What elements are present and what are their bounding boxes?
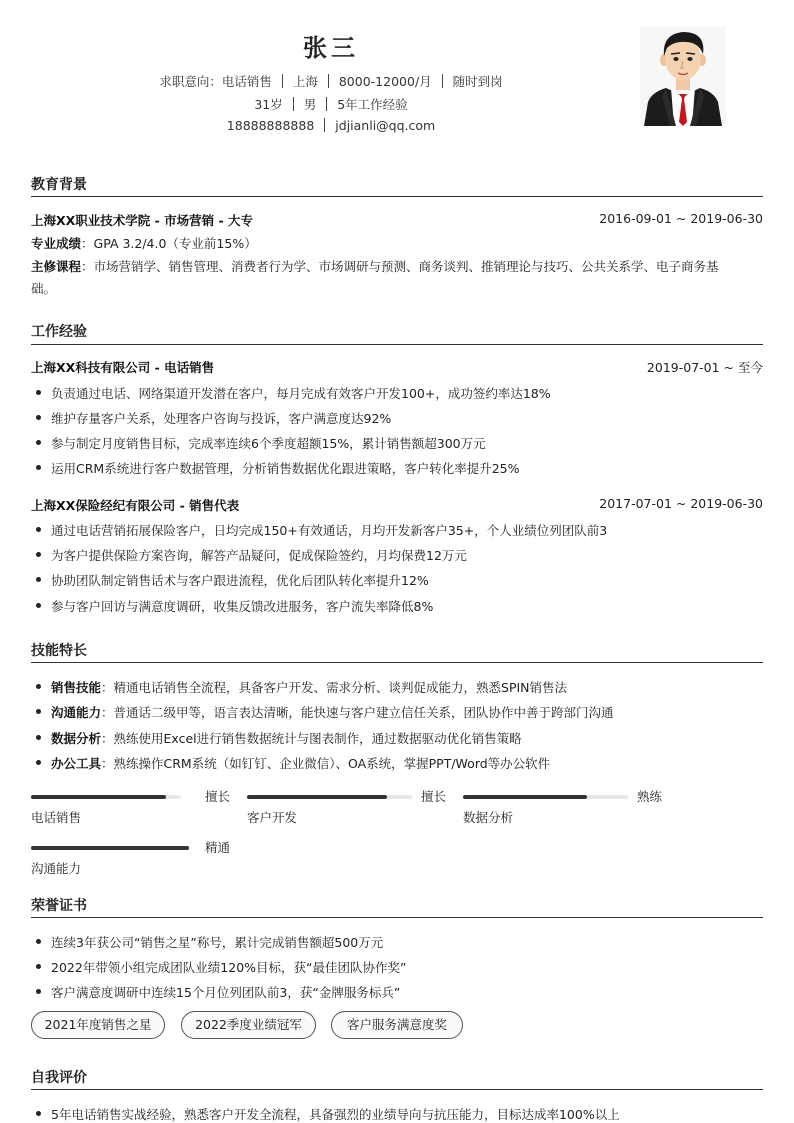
job-entry [31, 496, 763, 514]
skill-bar-track [31, 795, 181, 799]
skill-bar-fill [31, 846, 189, 850]
list-item: 参与制定月度销售目标，完成率连续6个季度超额15%，累计销售额超300万元 [31, 434, 763, 452]
intent-label: 求职意向： [159, 74, 222, 89]
list-item: 协助团队制定销售话术与客户跟进流程，优化后团队转化率提升12% [31, 571, 763, 589]
section-divider [31, 917, 763, 918]
honor-tag: 客户服务满意度奖 [331, 1011, 463, 1039]
honor-tag: 2021年度销售之星 [31, 1011, 165, 1039]
skill-bar-track [31, 846, 189, 850]
list-item: 参与客户回访与满意度调研，收集反馈改进服务，客户流失率降低8% [31, 597, 763, 615]
education-period: 2016-09-01 ~ 2019-06-30 [599, 211, 763, 226]
section-title-education: 教育背景 [31, 177, 87, 193]
courses-label: 主修课程 [31, 259, 82, 274]
list-item: 为客户提供保险方案咨询，解答产品疑问，促成保险签约，月均保费12万元 [31, 546, 763, 564]
list-item: 负责通过电话、网络渠道开发潜在客户，每月完成有效客户开发100+，成功签约率达18% [31, 384, 763, 402]
section-divider [31, 344, 763, 345]
phone: 18888888888 [226, 118, 315, 133]
basic-info-line [0, 95, 662, 113]
skill-bar-track [463, 795, 628, 799]
skill-bar-track [247, 795, 412, 799]
education-entry [31, 211, 763, 229]
job-heading: 上海XX科技有限公司 - 电话销售 [31, 360, 215, 375]
section-title-honors: 荣誉证书 [31, 898, 87, 914]
skill-bar [31, 790, 231, 830]
courses-value-cont: 础。 [31, 281, 57, 296]
avatar-illustration [640, 26, 726, 126]
section-title-self-eval: 自我评价 [31, 1070, 87, 1086]
skill-bar [247, 790, 447, 830]
job-heading: 上海XX保险经纪有限公司 - 销售代表 [31, 498, 240, 513]
gpa-line [31, 233, 763, 255]
school-line: 上海XX职业技术学院 - 市场营销 - 大专 [31, 213, 254, 228]
avatar-photo [640, 26, 726, 126]
list-item: 2022年带领小组完成团队业绩120%目标，获“最佳团队协作奖” [31, 958, 763, 976]
list-item: 通过电话营销拓展保险客户，日均完成150+有效通话，月均开发新客户35+，个人业绩位列团队前3 [31, 521, 763, 539]
job-period: 2017-07-01 ~ 2019-06-30 [599, 496, 763, 511]
intent-role: 电话销售 [221, 74, 272, 89]
skill-item: 数据分析：熟练使用Excel进行销售数据统计与图表制作，通过数据驱动优化销售策略 [31, 729, 763, 747]
skill-bar [31, 841, 231, 881]
skill-bar-fill [463, 795, 587, 799]
gpa-value: ：GPA 3.2/4.0（专业前15%） [81, 236, 257, 251]
list-item: 维护存量客户关系，处理客户咨询与投诉，客户满意度达92% [31, 409, 763, 427]
list-item: 运用CRM系统进行客户数据管理，分析销售数据优化跟进策略，客户转化率提升25% [31, 459, 763, 477]
section-divider [31, 662, 763, 663]
candidate-name: 张三 [303, 34, 359, 62]
list-item: 连续3年获公司“销售之星”称号，累计完成销售额超500万元 [31, 933, 763, 951]
resume-header [0, 0, 794, 150]
skill-level: 精通 [205, 840, 231, 855]
divider [442, 74, 443, 88]
skill-item: 办公工具：熟练操作CRM系统（如钉钉、企业微信）、OA系统，掌握PPT/Word等办公软件 [31, 754, 763, 772]
age: 31岁 [254, 97, 283, 112]
skill-name: 数据分析 [463, 810, 514, 825]
intent-city: 上海 [292, 74, 318, 89]
skill-item: 沟通能力：普通话二级甲等，语言表达清晰，能快速与客户建立信任关系，团队协作中善于跨部门沟通 [31, 703, 763, 721]
skill-level: 熟练 [637, 789, 663, 804]
divider [326, 97, 327, 111]
divider [282, 74, 283, 88]
honor-tag: 2022季度业绩冠军 [181, 1011, 316, 1039]
divider [328, 74, 329, 88]
skill-level: 擅长 [421, 789, 447, 804]
skill-bar [463, 790, 663, 830]
list-item: 客户满意度调研中连续15个月位列团队前3，获“金牌服务标兵” [31, 983, 763, 1001]
divider [293, 97, 294, 111]
skill-bar-fill [247, 795, 387, 799]
section-title-skills: 技能特长 [31, 643, 87, 659]
contact-line [0, 118, 662, 133]
email: jdjianli@qq.com [335, 118, 436, 133]
intent-salary: 8000-12000/月 [338, 74, 432, 89]
list-item: 5年电话销售实战经验，熟悉客户开发全流程，具备强烈的业绩导向与抗压能力，目标达成率100%以上 [31, 1105, 763, 1123]
courses-line-cont [31, 278, 763, 300]
courses-line [31, 256, 763, 278]
job-period: 2019-07-01 ~ 至今 [646, 360, 763, 375]
skill-item: 销售技能：精通电话销售全流程，具备客户开发、需求分析、谈判促成能力，熟悉SPIN销售法 [31, 678, 763, 696]
gender: 男 [303, 97, 317, 112]
courses-value: ：市场营销学、销售管理、消费者行为学、市场调研与预测、商务谈判、推销理论与技巧、公共关系学、电子商务基 [81, 259, 719, 274]
skill-name: 电话销售 [31, 810, 82, 825]
section-title-work: 工作经验 [31, 324, 87, 340]
section-divider [31, 196, 763, 197]
intent-availability: 随时到岗 [452, 74, 503, 89]
job-entry [31, 358, 763, 376]
experience-years: 5年工作经验 [337, 97, 408, 112]
job-intent-line [0, 72, 662, 90]
section-divider [31, 1089, 763, 1090]
gpa-label: 专业成绩 [31, 236, 82, 251]
skill-level: 擅长 [205, 789, 231, 804]
divider [324, 118, 325, 132]
skill-bar-fill [31, 795, 166, 799]
skill-name: 客户开发 [247, 810, 298, 825]
skill-name: 沟通能力 [31, 861, 82, 876]
